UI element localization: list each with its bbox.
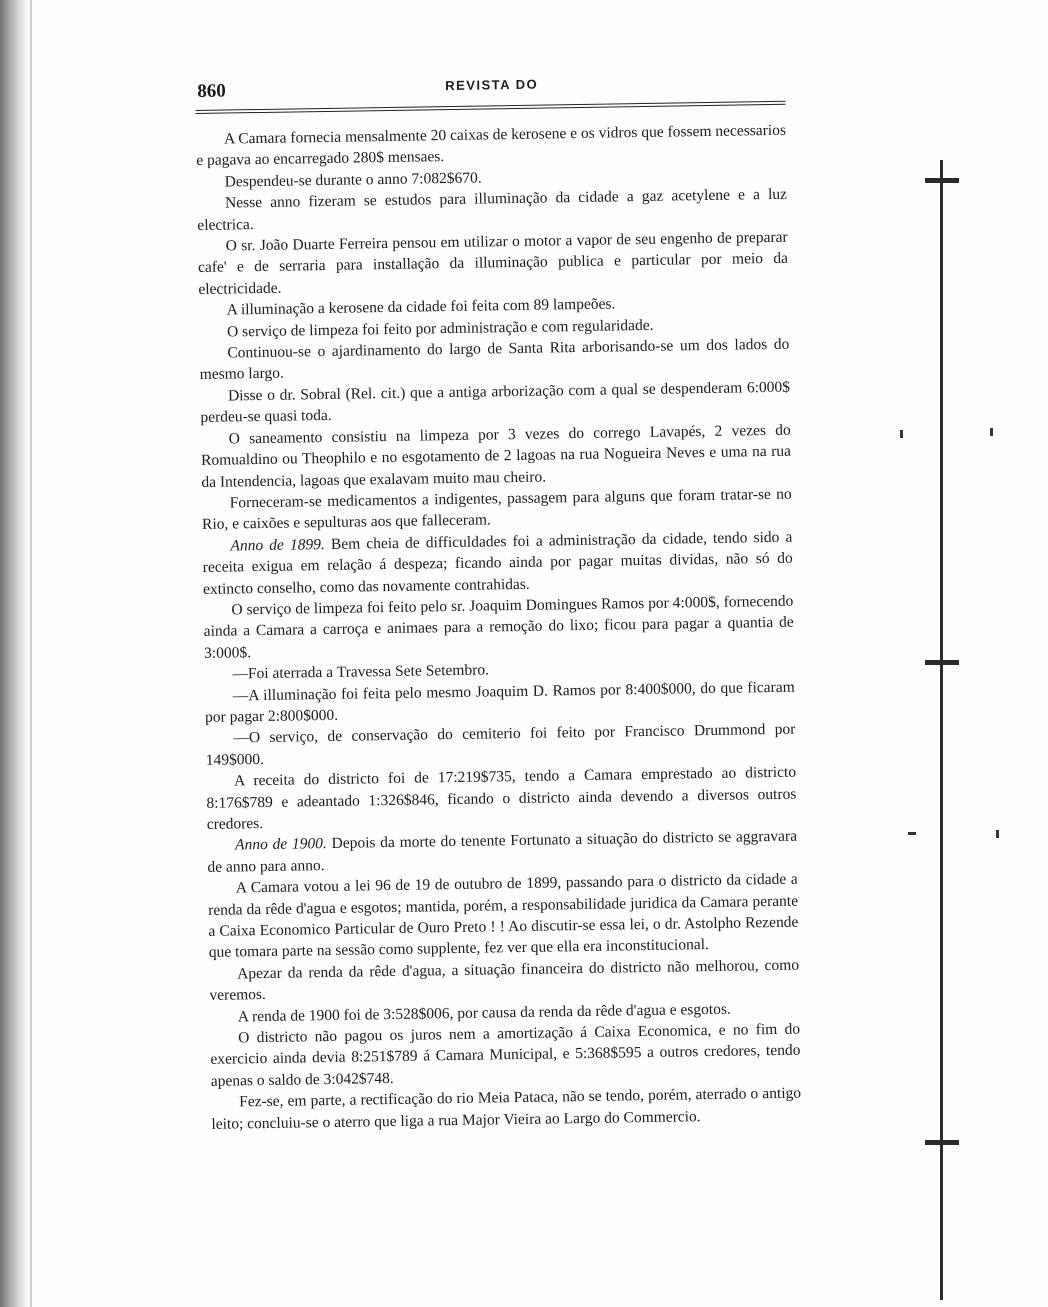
paragraph: Apezar da renda da rêde d'agua, a situação financeira do districto não melhorou, como veremos. xyxy=(209,956,800,1005)
paragraph: —A illuminação foi feita pelo mesmo Joaquim D. Ramos por 8:400$000, do que ficaram por pagar 2:800$000. xyxy=(204,678,795,726)
paragraph: O sr. João Duarte Ferreira pensou em utilizar o motor a vapor de seu engenho de preparar cafe' e de serraria para installação da illuminação publica e particular por meio da electricidade. xyxy=(197,228,789,298)
scan-gutter-line xyxy=(30,0,32,1307)
scan-margin-tick xyxy=(925,178,959,183)
year-heading: Anno de 1899. xyxy=(230,535,325,555)
scan-margin-rule xyxy=(940,160,943,1300)
paragraph: —Foi aterrada a Travessa Sete Setembro. xyxy=(232,661,490,683)
paragraph: O serviço de limpeza foi feito pelo sr. Joaquim Domingues Ramos por 4:000$, fornecendo ainda a Camara a carroça e animaes para a remoção do lixo; ficou para pagar a quantia de 3:000$. xyxy=(203,592,794,662)
year-heading: Anno de 1900. xyxy=(234,835,327,854)
paragraph: Fez-se, em parte, a rectificação do rio Meia Pataca, não se tendo, porém, aterrado o antigo leito; concluiu-se o aterro que liga a rua Major Vieira ao Largo do Commercio. xyxy=(211,1084,802,1133)
paragraph: A renda de 1900 foi de 3:528$006, por causa da renda da rêde d'agua e esgotos. xyxy=(237,1000,731,1026)
paragraph: Anno de 1899. Bem cheia de difficuldades foi a administração da cidade, tendo sido a receita exigua em relação á despeza; ficando ainda por pagar muitas dividas, não só do extincto conselho, como das novamente contrahidas. xyxy=(202,528,793,598)
header-rule xyxy=(196,101,786,114)
paragraph: A illuminação a kerosene da cidade foi feita com 89 lampeões. xyxy=(226,295,616,319)
paragraph: A Camara fornecia mensalmente 20 caixas de kerosene e os vidros que fossem necessarios e pagava ao encarregado 280$ mensaes. xyxy=(196,121,787,170)
scan-margin-tick xyxy=(925,1140,959,1145)
running-head: REVISTA DO xyxy=(445,76,539,94)
paragraph: Nesse anno fizeram se estudos para illuminação da cidade a gaz acetylene e a luz electrica. xyxy=(197,185,788,234)
body-text xyxy=(196,120,802,1135)
paragraph: A Camara votou a lei 96 de 19 de outubro de 1899, passando para o districto da cidade a renda da rêde d'agua e esgotos; mantida, porém, a responsabilidade juridica da Camara perante a Caixa Economico Particular de Ouro Preto ! ! Ao discutir-se essa lei, o dr. Astolpho Rezende que tomara parte na sessão como supplente, fez ver que ella era inconstitucional. xyxy=(207,870,799,962)
scan-speck xyxy=(990,428,993,436)
page-header xyxy=(195,66,795,103)
paragraph: Despendeu-se durante o anno 7:082$670. xyxy=(224,169,482,191)
scan-speck xyxy=(900,430,903,438)
paragraph: Anno de 1900. Depois da morte do tenente Fortunato a situação do districto se aggravara de anno para anno. xyxy=(207,828,798,876)
scan-margin-tick xyxy=(925,660,959,665)
paragraph: O districto não pagou os juros nem a amortização á Caixa Economica, e no fim do exercicio ainda devia 8:251$789 á Camara Municipal, e 5:368$595 a outros credores, tendo apenas o saldo de 3:042$748. xyxy=(210,1020,801,1090)
paragraph: Disse o dr. Sobral (Rel. cit.) que a antiga arborização com a qual se despenderam 6:000$ perdeu-se quasi toda. xyxy=(200,378,791,427)
scan-speck xyxy=(996,830,999,838)
paragraph: Continuou-se o ajardinamento do largo de Santa Rita arborisando-se um dos lados do mesmo largo. xyxy=(199,335,790,384)
scan-left-edge xyxy=(0,0,26,1307)
scan-speck xyxy=(908,832,916,835)
page-number: 860 xyxy=(197,80,226,102)
paragraph: O saneamento consistiu na limpeza por 3 vezes do corrego Lavapés, 2 vezes do Romualdino ou Theophilo e no esgotamento de 2 lagoas na rua Nogueira Neves e uma na rua da Intendencia, lagoas que exalavam muito mau cheiro. xyxy=(200,421,792,491)
paragraph: Forneceram-se medicamentos a indigentes, passagem para alguns que foram tratar-se no Rio, e caixões e sepulturas aos que falleceram. xyxy=(201,485,792,534)
paragraph: A receita do districto foi de 17:219$735, tendo a Camara emprestado ao districto 8:176$789 e adeantado 1:326$846, ficando o districto ainda devendo a diversos outros credores. xyxy=(206,763,797,833)
paragraph: —O serviço, de conservação do cemiterio foi feito por Francisco Drummond por 149$000. xyxy=(205,721,796,769)
book-page xyxy=(195,66,802,1133)
paragraph: O serviço de limpeza foi feito por administração e com regularidade. xyxy=(226,316,654,341)
